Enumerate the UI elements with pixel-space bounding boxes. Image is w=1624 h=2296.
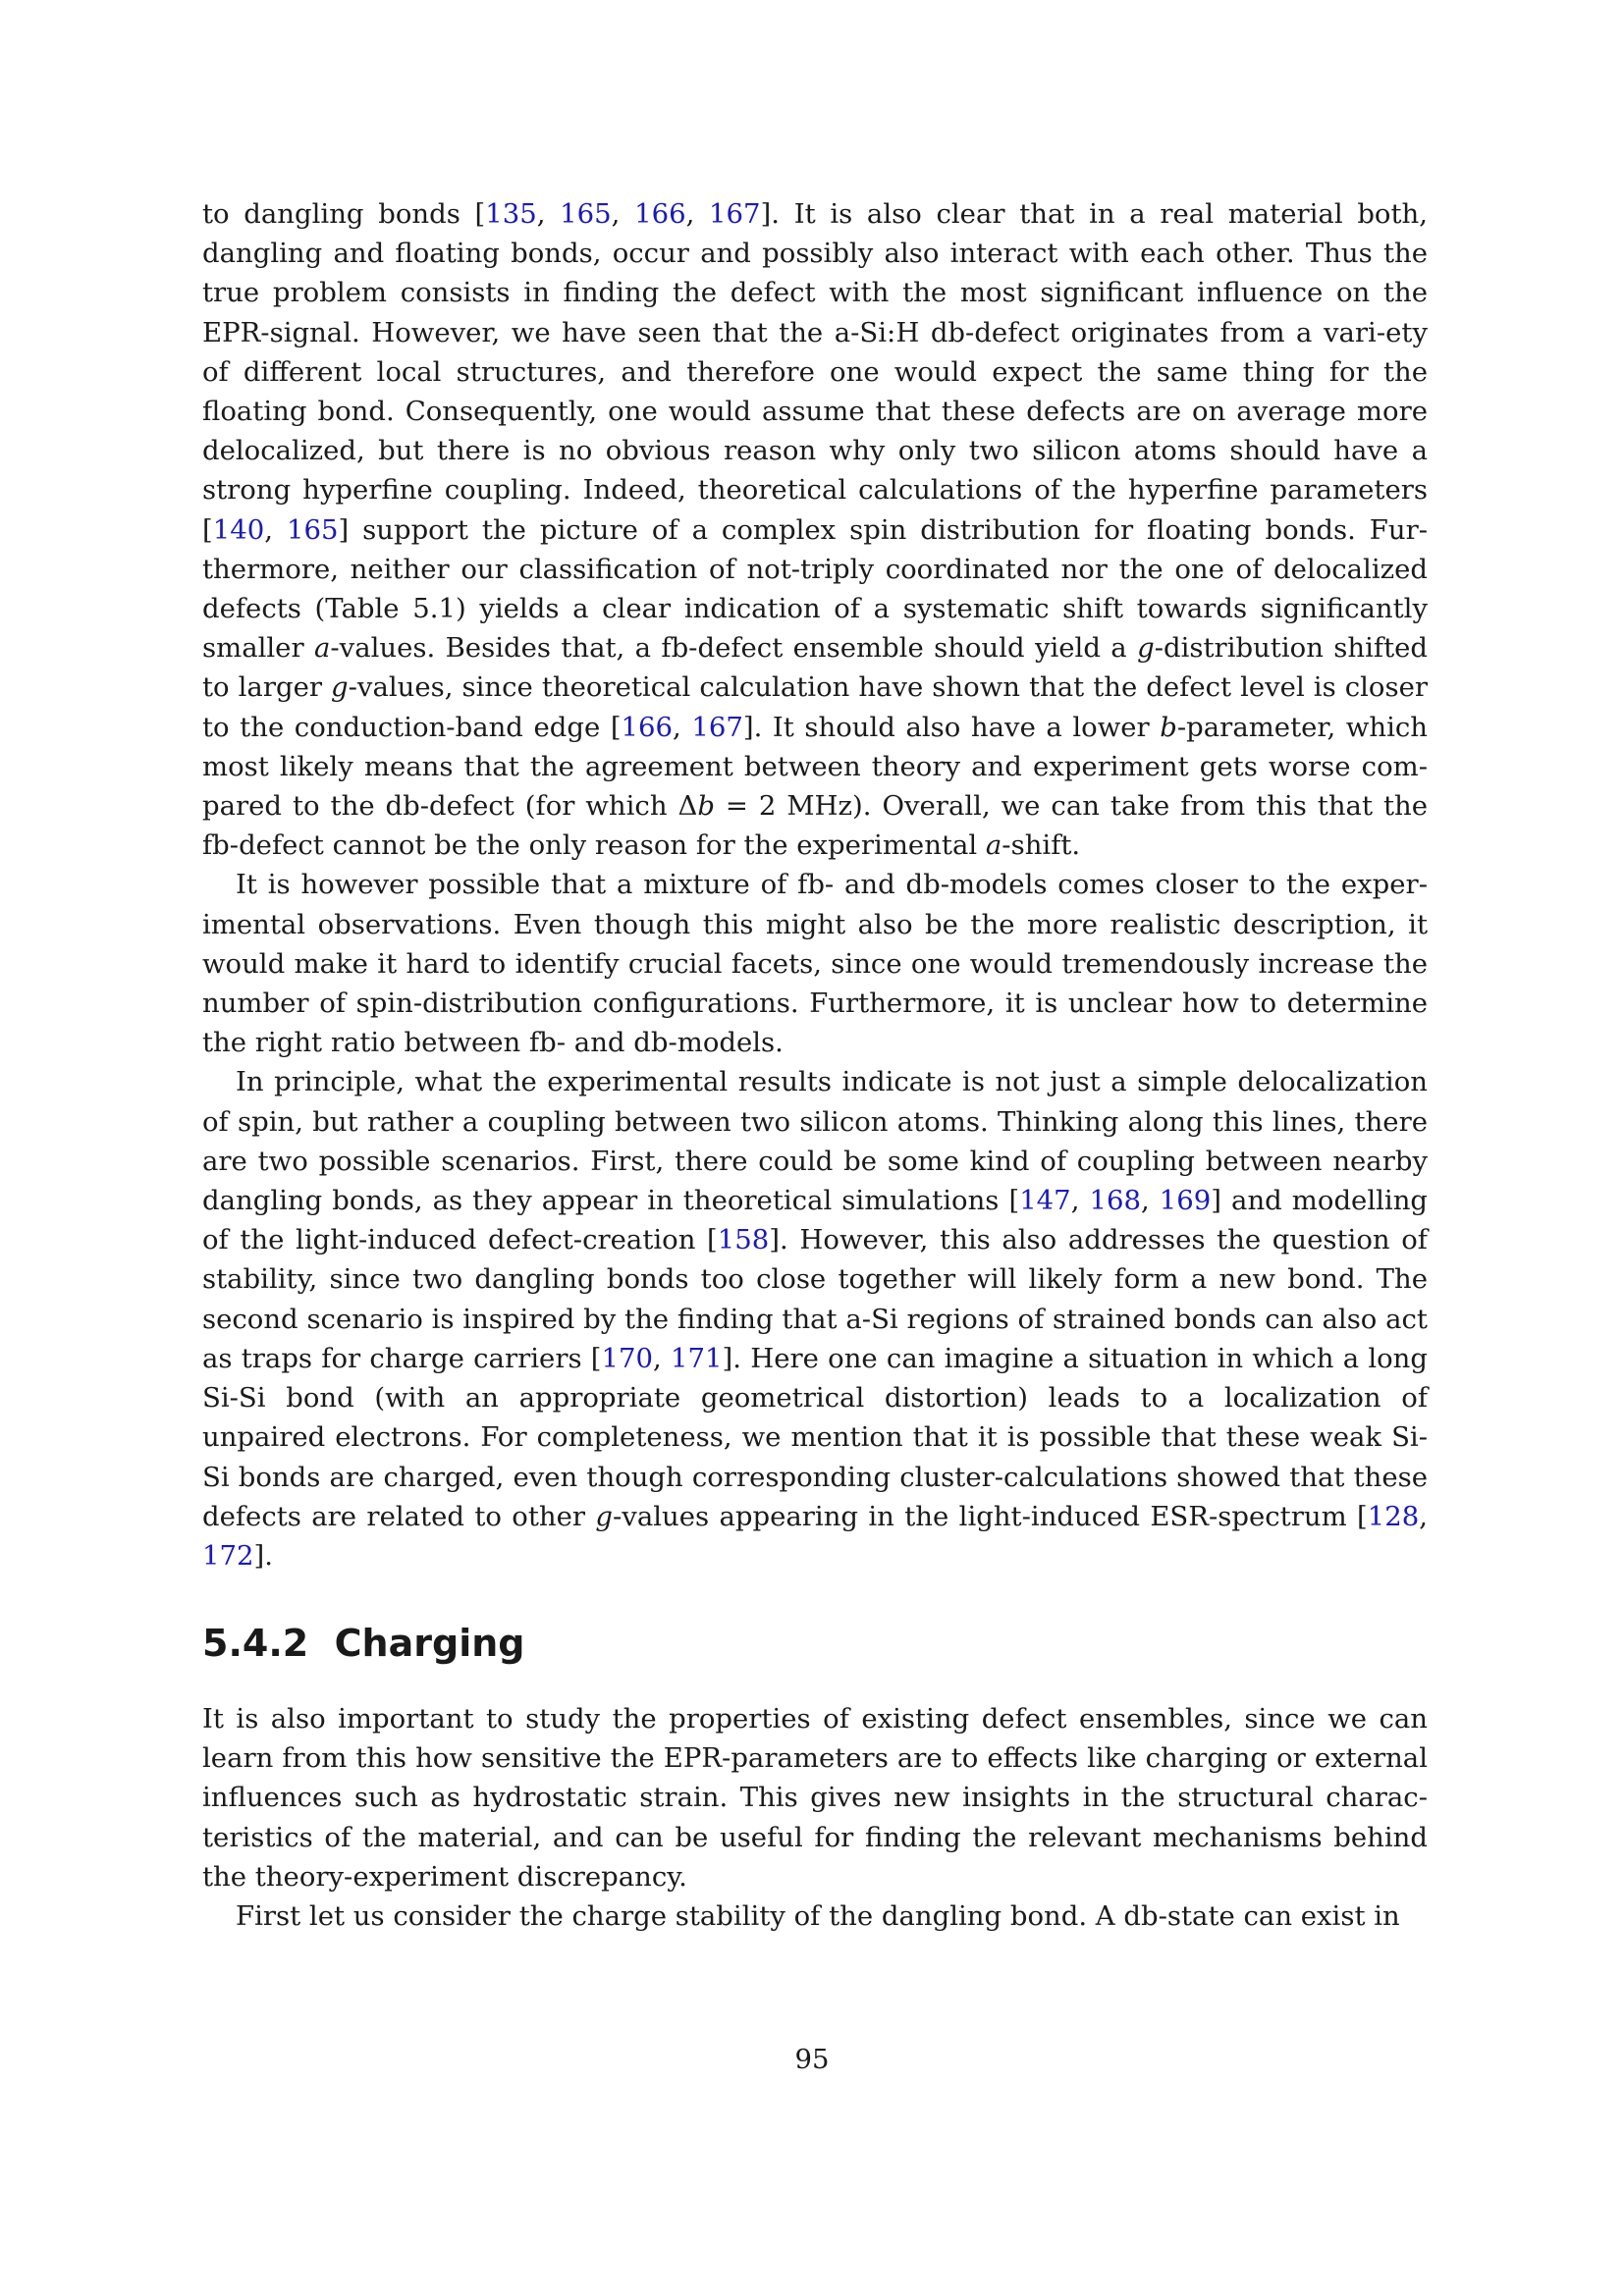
math-symbol: g — [331, 671, 349, 704]
citation-link[interactable]: 166 — [634, 198, 686, 230]
paragraph-4: It is also important to study the properties of existing defect ensembles, since we can learn from this how sensitive the EPR-parameters are to effects like charging or external influences such as hydrostatic strain. This gives new insights in the structural charac-teristics of the material, and can be useful for finding the relevant mechanisms behind the theory-experiment discrepancy. — [202, 1703, 1428, 1893]
citation-link[interactable]: 172 — [202, 1539, 254, 1572]
section-number: 5.4.2 — [202, 1622, 309, 1665]
math-symbol: a — [985, 829, 1002, 862]
paragraph-5: First let us consider the charge stability of the dangling bond. A db-state can exist in — [236, 1900, 1400, 1933]
citation-link[interactable]: 140 — [212, 513, 265, 546]
paragraph-3: In principle, what the experimental results indicate is not just a simple delocalization of spin, but rather a coupling between two silicon atoms. Thinking along this lines, there are two possible scenarios. First, there could be some kind of coupling between nearby dangling bonds, as they appear in theoretical simulations [147, 168, 169] and modelling of the light-induced defect-creation [158]. However, this also addresses the question of stability, since two dangling bonds too close together will likely form a new bond. The second scenario is inspired by the finding that a-Si regions of strained bonds can also act as traps for charge carriers [170, 171]. Here one can imagine a situation in which a long Si-Si bond (with an appropriate geometrical distortion) leads to a localization of unpaired electrons. For completeness, we mention that it is possible that these weak Si-Si bonds are charged, even though corresponding cluster-calculations showed that these defects are related to other g-values appearing in the light-induced ESR-spectrum [128, 172]. — [202, 1066, 1429, 1572]
citation-link[interactable]: 135 — [485, 198, 537, 230]
citation-link[interactable]: 167 — [691, 711, 743, 743]
citation-link[interactable]: 147 — [1019, 1185, 1071, 1217]
math-symbol: a — [313, 632, 331, 665]
upper-body-text — [202, 194, 1428, 1575]
section-heading — [202, 1622, 524, 1665]
citation-link[interactable]: 128 — [1367, 1500, 1420, 1532]
citation-link[interactable]: 170 — [601, 1342, 654, 1374]
citation-link[interactable]: 167 — [709, 198, 761, 230]
citation-link[interactable]: 169 — [1159, 1185, 1212, 1217]
citation-link[interactable]: 158 — [717, 1224, 770, 1256]
paragraph-1: to dangling bonds [135, 165, 166, 167]. It is also clear that in a real material both, dangling and floating bonds, occur and possibly also interact with each other. Thus the true problem consists in finding the defect with the most significant influence on the EPR-signal. However, we have seen that the a-Si:H db-defect originates from a vari-ety of different local structures, and therefore one would expect the same thing for the floating bond. Consequently, one would assume that these defects are on average more delocalized, but there is no obvious reason why only two silicon atoms should have a strong hyperfine coupling. Indeed, theoretical calculations of the hyperfine parameters [140, 165] support the picture of a complex spin distribution for floating bonds. Fur-thermore, neither our classification of not-triply coordinated nor the one of delocalized defects (Table 5.1) yields a clear indication of a systematic shift towards significantly smaller a-values. Besides that, a fb-defect ensemble should yield a g-distribution shifted to larger g-values, since theoretical calculation have shown that the defect level is closer to the conduction-band edge [166, 167]. It should also have a lower b-parameter, which most likely means that the agreement between theory and experiment gets worse com-pared to the db-defect (for which Δb = 2 MHz). Overall, we can take from this that the fb-defect cannot be the only reason for the experimental a-shift. — [202, 198, 1429, 862]
page-number: 95 — [794, 2044, 830, 2075]
math-symbol: b — [697, 790, 715, 823]
paragraph-2: It is however possible that a mixture of fb- and db-models comes closer to the exper-imental observations. Even though this might also be the more realistic description, it would make it hard to identify crucial facets, since one would tremendously increase the number of spin-distribution configurations. Furthermore, it is unclear how to determine the right ratio between fb- and db-models. — [202, 869, 1428, 1059]
citation-link[interactable]: 165 — [286, 513, 339, 546]
math-symbol: g — [1137, 632, 1155, 665]
section-title: Charging — [334, 1622, 525, 1665]
math-symbol: b — [1160, 711, 1177, 743]
math-symbol: g — [595, 1500, 614, 1532]
citation-link[interactable]: 165 — [560, 198, 612, 230]
citation-link[interactable]: 171 — [671, 1342, 723, 1374]
citation-link[interactable]: 166 — [621, 711, 674, 743]
citation-link[interactable]: 168 — [1089, 1185, 1141, 1217]
lower-body-text — [202, 1699, 1428, 1936]
